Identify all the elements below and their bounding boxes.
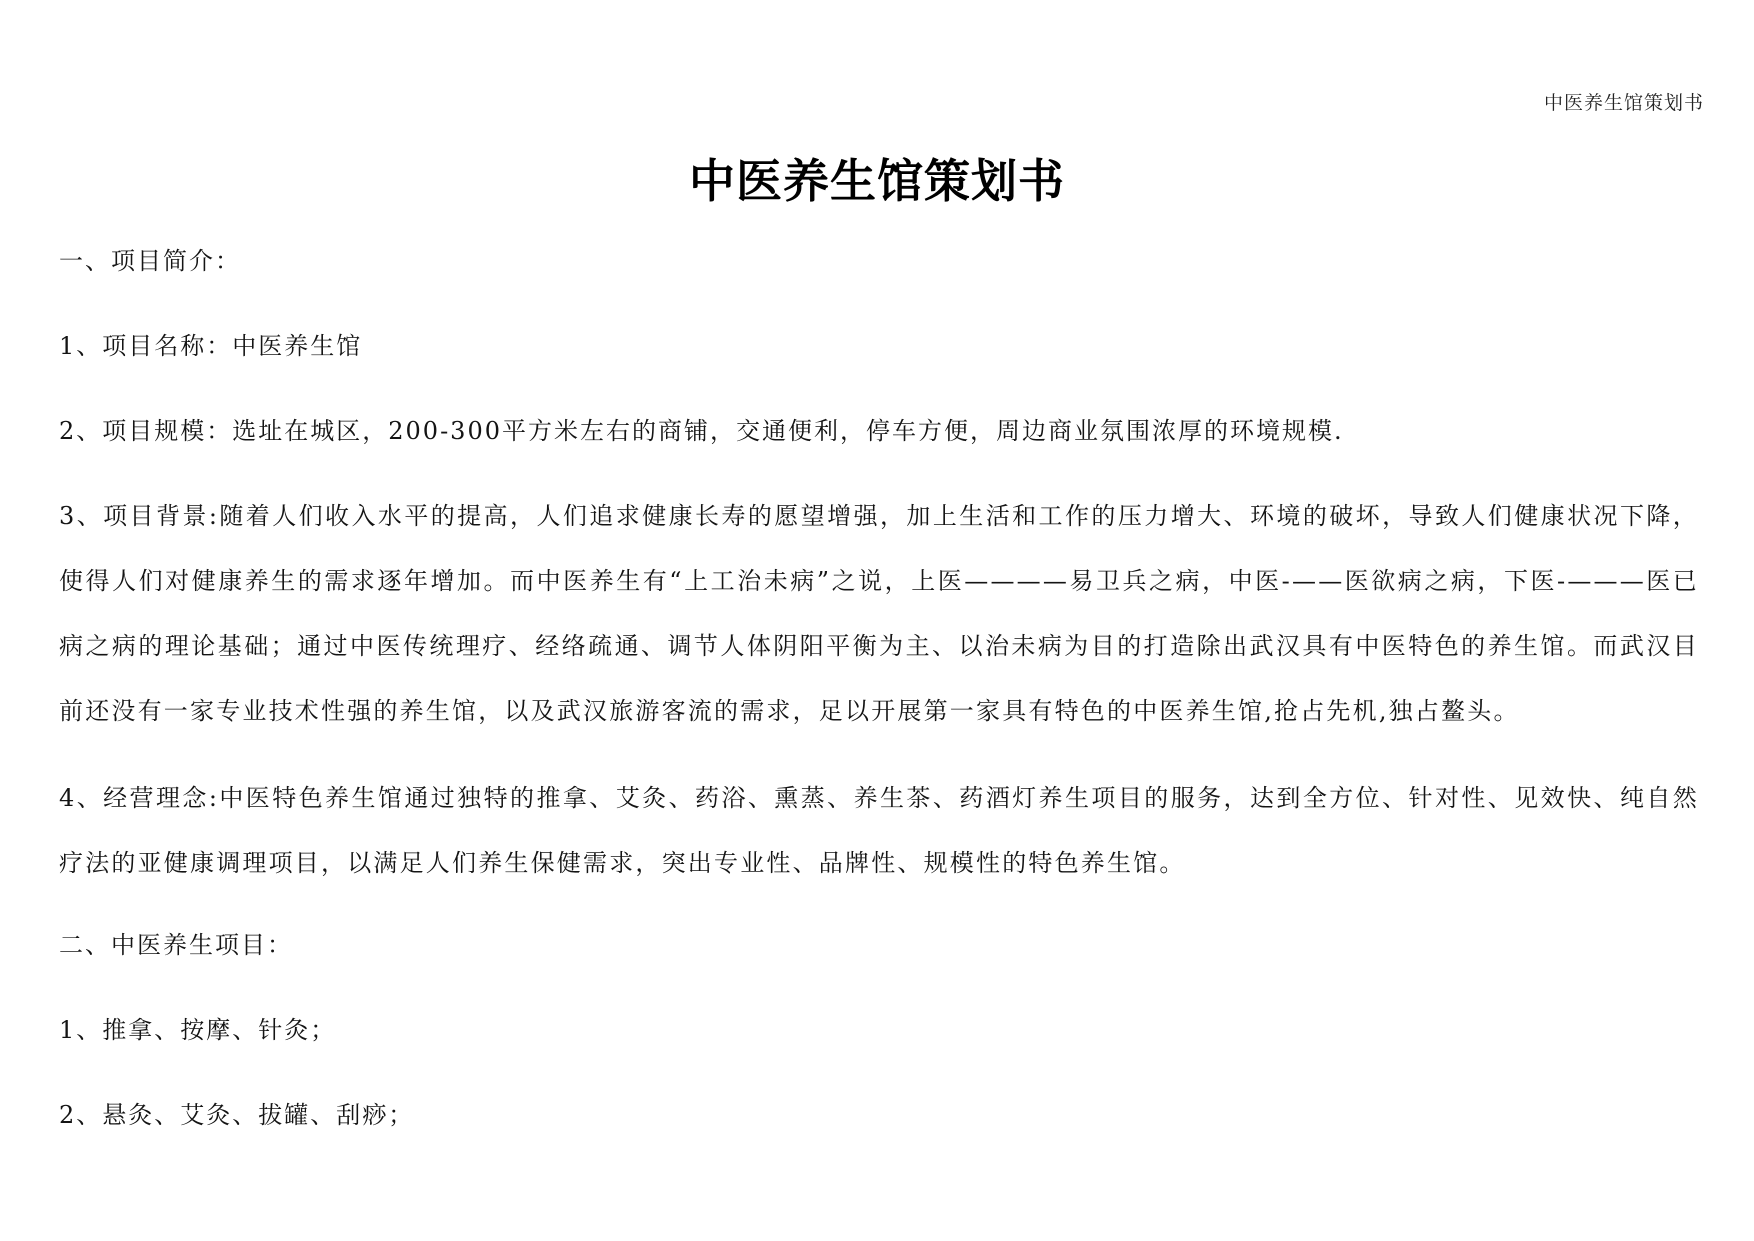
item-business-philosophy: 4、经营理念:中医特色养生馆通过独特的推拿、艾灸、药浴、熏蒸、养生茶、药酒灯养生项目的服务，达到全方位、针对性、见效快、纯自然疗法的亚健康调理项目，以满足人们养生保健需求，突出专业性、品牌性、规模性的特色养生馆。 (59, 784, 1699, 877)
running-header: 中医养生馆策划书 (1543, 92, 1704, 114)
project-item-moxibustion: 2、悬灸、艾灸、拔罐、刮痧； (59, 1101, 415, 1129)
item-project-background: 3、项目背景:随着人们收入水平的提高，人们追求健康长寿的愿望增强，加上生活和工作的压力增大、环境的破坏，导致人们健康状况下降，使得人们对健康养生的需求逐年增加。而中医养生有“上工治未病”之说，上医————易卫兵之病，中医-——医欲病之病，下医-———医已病之病的理论基础；通过中医传统理疗、经络疏通、调节人体阴阳平衡为主、以治未病为目的打造除出武汉具有中医特色的养生馆。而武汉目前还没有一家专业技术性强的养生馆，以及武汉旅游客流的需求，足以开展第一家具有特色的中医养生馆,抢占先机,独占鳌头。 (59, 502, 1699, 725)
project-item-massage: 1、推拿、按摩、针灸； (59, 1016, 337, 1044)
item-project-name: 1、项目名称：中医养生馆 (59, 332, 363, 360)
document-title: 中医养生馆策划书 (689, 154, 1065, 208)
section-heading-intro: 一、项目简介： (59, 247, 241, 275)
section-heading-projects: 二、中医养生项目： (59, 931, 293, 959)
item-project-scale: 2、项目规模：选址在城区，200-300平方米左右的商铺，交通便利，停车方便，周边商业氛围浓厚的环境规模. (59, 417, 1344, 445)
